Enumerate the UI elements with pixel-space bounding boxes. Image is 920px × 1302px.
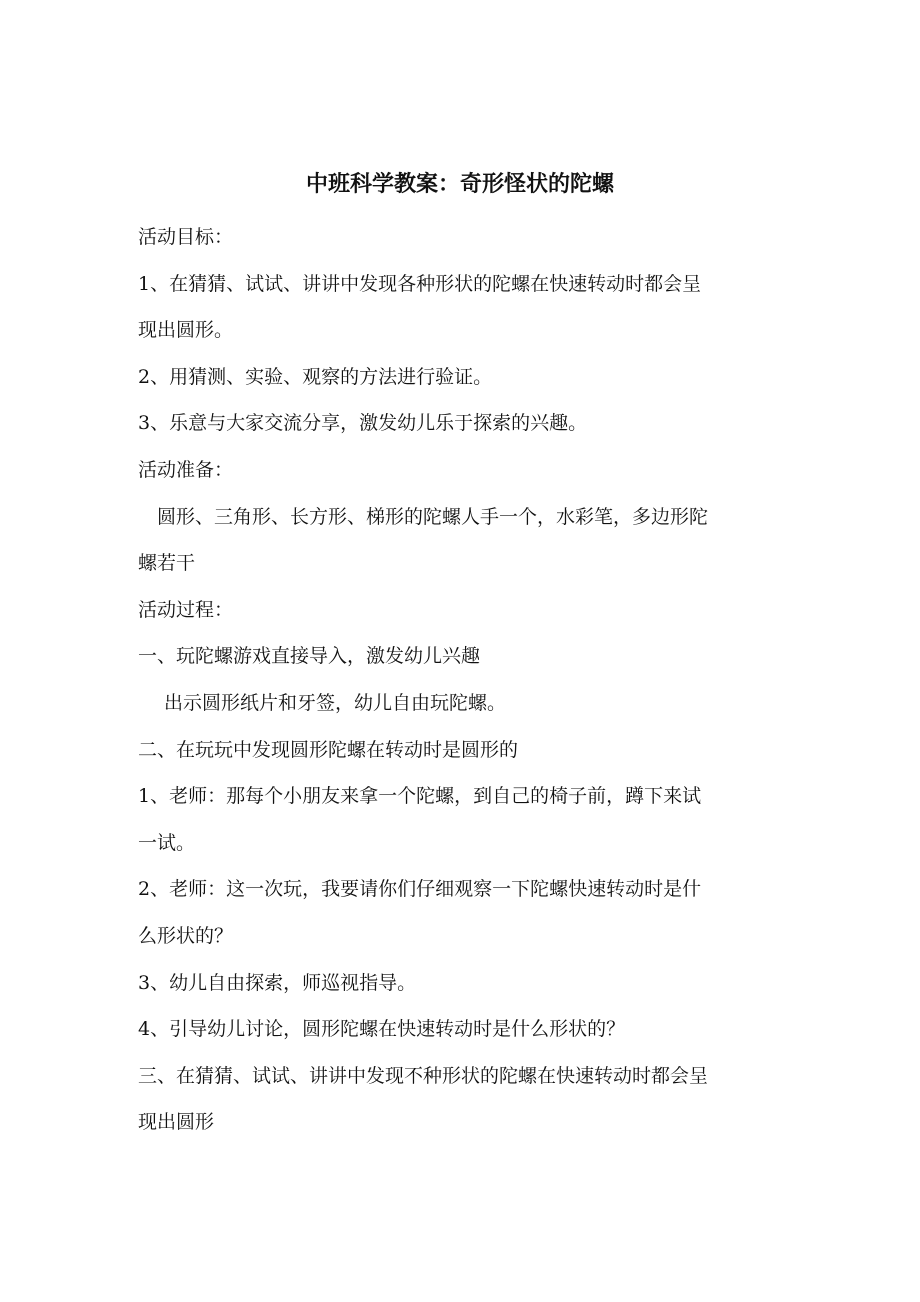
process-step-1-heading: 一、玩陀螺游戏直接导入，激发幼儿兴趣 [138, 645, 481, 668]
process-step-2-item-2-continued: 么形状的？ [138, 924, 234, 947]
process-step-2-item-4: 4、引导幼儿讨论，圆形陀螺在快速转动时是什么形状的？ [138, 1018, 626, 1041]
process-step-2-item-2: 2、老师：这一次玩，我要请你们仔细观察一下陀螺快速转动时是什 [138, 878, 702, 901]
process-step-3-heading-continued: 现出圆形 [138, 1111, 215, 1134]
goal-item-1-continued: 现出圆形。 [138, 319, 234, 342]
goal-item-2: 2、用猜测、实验、观察的方法进行验证。 [138, 365, 493, 388]
process-step-2-heading: 二、在玩玩中发现圆形陀螺在转动时是圆形的 [138, 738, 519, 761]
preparation-text-continued: 螺若干 [138, 552, 196, 575]
process-step-2-item-3: 3、幼儿自由探索，师巡视指导。 [138, 971, 417, 994]
process-step-3-heading: 三、在猜猜、试试、讲讲中发现不种形状的陀螺在快速转动时都会呈 [138, 1064, 709, 1087]
process-step-2-item-1: 1、老师：那每个小朋友来拿一个陀螺，到自己的椅子前，蹲下来试 [138, 785, 702, 808]
section-heading-goals: 活动目标： [138, 226, 234, 248]
process-step-1-text: 出示圆形纸片和牙签，幼儿自由玩陀螺。 [164, 691, 507, 714]
preparation-text: 圆形、三角形、长方形、梯形的陀螺人手一个，水彩笔，多边形陀 [157, 505, 709, 528]
goal-item-1: 1、在猜猜、试试、讲讲中发现各种形状的陀螺在快速转动时都会呈 [138, 272, 702, 295]
section-heading-preparation: 活动准备： [138, 458, 234, 481]
section-heading-process: 活动过程： [138, 598, 234, 621]
goal-item-3: 3、乐意与大家交流分享，激发幼儿乐于探索的兴趣。 [138, 412, 588, 435]
page-title: 中班科学教案：奇形怪状的陀螺 [305, 172, 614, 197]
document-body [138, 214, 788, 1146]
process-step-2-item-1-continued: 一试。 [138, 831, 196, 854]
